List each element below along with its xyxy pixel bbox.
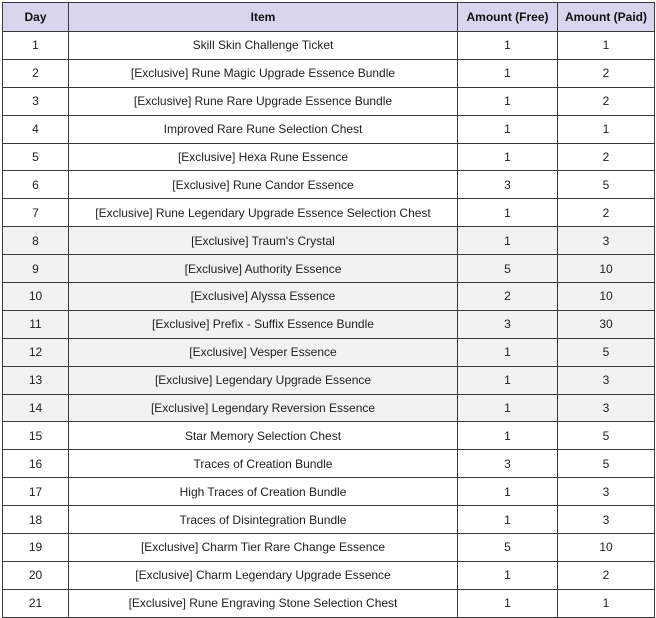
cell-day: 7 (3, 199, 69, 227)
cell-amount-free: 1 (458, 478, 558, 506)
cell-day: 17 (3, 478, 69, 506)
cell-amount-paid: 1 (558, 32, 655, 60)
cell-day: 2 (3, 59, 69, 87)
cell-item: Traces of Creation Bundle (69, 450, 458, 478)
cell-amount-paid: 2 (558, 87, 655, 115)
cell-item: [Exclusive] Rune Magic Upgrade Essence Bundle (69, 59, 458, 87)
cell-item: Improved Rare Rune Selection Chest (69, 115, 458, 143)
table-row (3, 450, 655, 478)
cell-amount-paid: 3 (558, 478, 655, 506)
cell-amount-free: 1 (458, 561, 558, 589)
table-row (3, 199, 655, 227)
cell-day: 20 (3, 561, 69, 589)
cell-amount-paid: 5 (558, 171, 655, 199)
table-row (3, 506, 655, 534)
cell-amount-paid: 5 (558, 422, 655, 450)
cell-amount-free: 1 (458, 199, 558, 227)
cell-day: 12 (3, 338, 69, 366)
cell-item: [Exclusive] Vesper Essence (69, 338, 458, 366)
table-row (3, 478, 655, 506)
cell-item: [Exclusive] Legendary Upgrade Essence (69, 366, 458, 394)
cell-amount-paid: 5 (558, 450, 655, 478)
cell-amount-paid: 3 (558, 394, 655, 422)
table-row (3, 115, 655, 143)
cell-amount-paid: 2 (558, 199, 655, 227)
table-row (3, 255, 655, 283)
table-row (3, 534, 655, 562)
cell-item: Traces of Disintegration Bundle (69, 506, 458, 534)
cell-day: 6 (3, 171, 69, 199)
cell-day: 8 (3, 227, 69, 255)
table-row (3, 589, 655, 617)
cell-item: [Exclusive] Alyssa Essence (69, 283, 458, 311)
cell-amount-free: 1 (458, 366, 558, 394)
cell-amount-paid: 10 (558, 534, 655, 562)
cell-item: [Exclusive] Rune Rare Upgrade Essence Bundle (69, 87, 458, 115)
table-row (3, 283, 655, 311)
cell-day: 9 (3, 255, 69, 283)
cell-amount-paid: 1 (558, 115, 655, 143)
cell-day: 14 (3, 394, 69, 422)
cell-amount-paid: 2 (558, 59, 655, 87)
cell-item: [Exclusive] Rune Candor Essence (69, 171, 458, 199)
cell-item: [Exclusive] Charm Legendary Upgrade Essence (69, 561, 458, 589)
cell-item: [Exclusive] Hexa Rune Essence (69, 143, 458, 171)
table-row (3, 143, 655, 171)
cell-amount-free: 1 (458, 227, 558, 255)
cell-amount-free: 5 (458, 255, 558, 283)
table-row (3, 338, 655, 366)
cell-item: Star Memory Selection Chest (69, 422, 458, 450)
header-day: Day (3, 3, 69, 32)
cell-amount-paid: 2 (558, 143, 655, 171)
cell-amount-paid: 3 (558, 366, 655, 394)
cell-item: [Exclusive] Rune Legendary Upgrade Essence Selection Chest (69, 199, 458, 227)
cell-amount-paid: 10 (558, 255, 655, 283)
cell-day: 11 (3, 310, 69, 338)
cell-amount-paid: 1 (558, 589, 655, 617)
header-row (3, 3, 655, 32)
cell-day: 13 (3, 366, 69, 394)
cell-day: 1 (3, 32, 69, 60)
header-item: Item (69, 3, 458, 32)
cell-amount-free: 1 (458, 338, 558, 366)
table-row (3, 394, 655, 422)
cell-item: Skill Skin Challenge Ticket (69, 32, 458, 60)
cell-amount-paid: 10 (558, 283, 655, 311)
cell-amount-paid: 30 (558, 310, 655, 338)
cell-item: [Exclusive] Authority Essence (69, 255, 458, 283)
cell-item: [Exclusive] Prefix - Suffix Essence Bundle (69, 310, 458, 338)
header-amount-free: Amount (Free) (458, 3, 558, 32)
cell-day: 21 (3, 589, 69, 617)
cell-amount-free: 3 (458, 450, 558, 478)
table-row (3, 59, 655, 87)
rewards-table (2, 2, 655, 618)
table-row (3, 32, 655, 60)
cell-day: 5 (3, 143, 69, 171)
cell-amount-free: 1 (458, 422, 558, 450)
header-amount-paid: Amount (Paid) (558, 3, 655, 32)
cell-item: [Exclusive] Charm Tier Rare Change Essence (69, 534, 458, 562)
table-row (3, 422, 655, 450)
cell-amount-paid: 3 (558, 227, 655, 255)
cell-day: 16 (3, 450, 69, 478)
table-row (3, 561, 655, 589)
table-row (3, 227, 655, 255)
cell-amount-free: 5 (458, 534, 558, 562)
cell-amount-free: 2 (458, 283, 558, 311)
cell-amount-free: 3 (458, 171, 558, 199)
cell-amount-free: 3 (458, 310, 558, 338)
table-body (3, 32, 655, 618)
cell-amount-free: 1 (458, 143, 558, 171)
table-row (3, 366, 655, 394)
cell-item: [Exclusive] Rune Engraving Stone Selection Chest (69, 589, 458, 617)
table-row (3, 87, 655, 115)
cell-amount-free: 1 (458, 394, 558, 422)
cell-amount-free: 1 (458, 87, 558, 115)
cell-amount-free: 1 (458, 506, 558, 534)
cell-item: [Exclusive] Legendary Reversion Essence (69, 394, 458, 422)
table-row (3, 310, 655, 338)
cell-item: [Exclusive] Traum's Crystal (69, 227, 458, 255)
cell-day: 4 (3, 115, 69, 143)
cell-day: 10 (3, 283, 69, 311)
cell-amount-paid: 5 (558, 338, 655, 366)
cell-day: 19 (3, 534, 69, 562)
cell-amount-paid: 2 (558, 561, 655, 589)
cell-amount-free: 1 (458, 589, 558, 617)
table-row (3, 171, 655, 199)
cell-item: High Traces of Creation Bundle (69, 478, 458, 506)
cell-amount-free: 1 (458, 59, 558, 87)
cell-day: 3 (3, 87, 69, 115)
cell-day: 18 (3, 506, 69, 534)
cell-amount-free: 1 (458, 115, 558, 143)
cell-day: 15 (3, 422, 69, 450)
cell-amount-paid: 3 (558, 506, 655, 534)
cell-amount-free: 1 (458, 32, 558, 60)
